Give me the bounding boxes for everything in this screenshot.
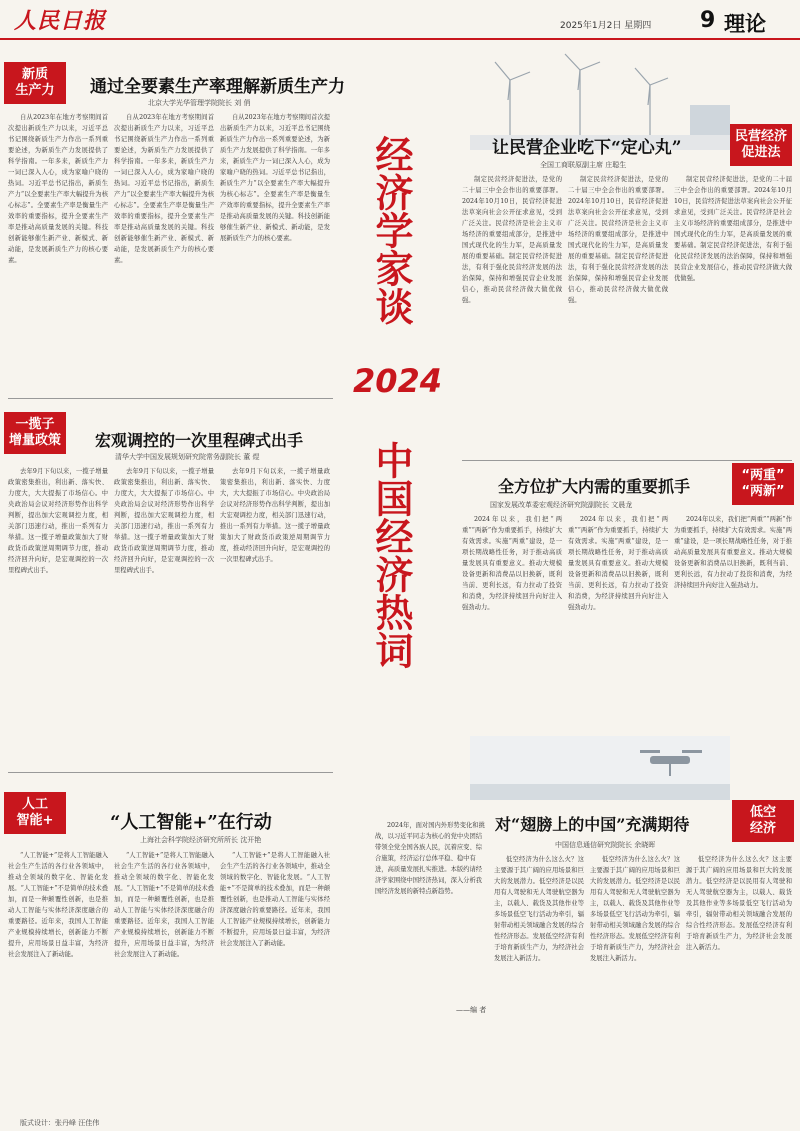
page-name: 理论: [724, 11, 766, 36]
article-a1-text-1: 自从2023年在地方考察期间首次提出新质生产力以来，习近平总书记围绕新质生产力作出一系列重要论述，为新质生产力发展提供了科学指南。一年多来，新质生产力一词已深入人心，成为家喻户晓的热词。习近平总书记指出，新质生产力“以全要素生产率大幅提升为核心标志”。全要素生产率是衡量生产效率的重要指标，提升全要素生产率是推动高质量发展的关键。科技创新能够催生新产业、新模式、新动能，是发展新质生产力的核心要素。: [8, 114, 108, 264]
section-tag-policy-package: [4, 412, 66, 454]
article-a1-text-3: 自从2023年在地方考察期间首次提出新质生产力以来，习近平总书记围绕新质生产力作出一系列重要论述，为新质生产力发展提供了科学指南。一年多来，新质生产力一词已深入人心，成为家喻户晓的热词。习近平总书记指出，新质生产力“以全要素生产率大幅提升为核心标志”。全要素生产率是衡量生产效率的重要指标，提升全要素生产率是推动高质量发展的关键。科技创新能够催生新产业、新模式、新动能，是发展新质生产力的核心要素。: [220, 114, 330, 242]
tag-line-1: 低空: [749, 805, 776, 820]
article-a6-text-1: 低空经济为什么这么火？这主要源于其广阔的应用场景和巨大的发展潜力。低空经济是以民用有人驾驶和无人驾驶航空器为主，以载人、载货及其他作业等多场景低空飞行活动为牵引，辐射带动相关领域融合发展的综合性经济形态。发展低空经济有利于培育新质生产力，为经济社会发展注入新活力。: [494, 856, 584, 962]
byline-a3: 清华大学中国发展规划研究院常务副院长 董 煜: [115, 453, 260, 461]
tag-line-1: “两重”: [741, 468, 785, 483]
article-a4-text-2: 2024年以来，我们把“两重”“两新”作为重要抓手，持续扩大有效需求。实施“两重”建设，是一项长期战略性任务，对于推动高质量发展具有重要意义。推动大规模设备更新和消费品以旧换新，既利当前、更利长远，有力拉动了投资和消费，为经济持续回升向好注入强劲动力。: [568, 516, 668, 611]
byline-a6: 中国信息通信研究院院长 余晓晖: [555, 841, 656, 849]
section-tag-two-key: [732, 463, 794, 505]
tag-line-2: 生产力: [15, 83, 55, 98]
article-a3-text-3: 去年9月下旬以来，一揽子增量政策密集推出，利出新、落实快、力度大，大大提振了市场信心。中央政治局会议对经济形势作出科学判断，提出加大宏观调控力度，相关部门迅速行动，推出一系列有力举措。这一揽子增量政策加大了财政货币政策逆周期调节力度，推动经济回升向好，是宏观调控的一次里程碑式出手。: [220, 468, 330, 563]
byline-a2: 全国工商联原副主席 庄聪生: [540, 161, 627, 169]
article-a1-col2: [114, 112, 214, 392]
tag-line-2: 促进法: [741, 145, 781, 160]
article-a2-text-2: 制定民营经济促进法，是党的二十届三中全会作出的重要部署。2024年10月10日，民营经济促进法草案向社会公开征求意见，受到广泛关注。民营经济是社会主义市场经济的重要组成部分，是推进中国式现代化的生力军，是高质量发展的重要基础。制定民营经济促进法，有利于强化民营经济发展的法治保障，保持和增强民营企业发展信心，推动民营经济做大做优做强。: [568, 176, 668, 304]
tag-line-1: 民营经济: [734, 129, 787, 144]
article-a6-col1: [494, 854, 584, 1114]
article-a2-text-1: 制定民营经济促进法，是党的二十届三中全会作出的重要部署。2024年10月10日，民营经济促进法草案向社会公开征求意见，受到广泛关注。民营经济是社会主义市场经济的重要组成部分，是推进中国式现代化的生力军，是高质量发展的重要基础。制定民营经济促进法，有利于强化民营经济发展的法治保障，保持和增强民营企业发展信心，推动民营经济做大做优做强。: [462, 176, 562, 304]
layout-credit: 版式设计：张丹峰 汪佳伟: [20, 1119, 100, 1127]
editor-note-signature: ——编 者: [456, 1006, 487, 1014]
article-a1-col1: [8, 112, 108, 392]
article-a5-col3: [220, 850, 330, 1112]
article-a3-text-2: 去年9月下旬以来，一揽子增量政策密集推出，利出新、落实快、力度大，大大提振了市场信心。中央政治局会议对经济形势作出科学判断，提出加大宏观调控力度，相关部门迅速行动，推出一系列有力举措。这一揽子增量政策加大了财政货币政策逆周期调节力度，推动经济回升向好，是宏观调控的一次里程碑式出手。: [114, 468, 214, 574]
tag-line-1: 一揽子: [15, 417, 55, 432]
article-a6-text-2: 低空经济为什么这么火？这主要源于其广阔的应用场景和巨大的发展潜力。低空经济是以民用有人驾驶和无人驾驶航空器为主，以载人、载货及其他作业等多场景低空飞行活动为牵引，辐射带动相关领域融合发展的综合性经济形态。发展低空经济有利于培育新质生产力，为经济社会发展注入新活力。: [590, 856, 680, 962]
tag-line-2: “两新”: [741, 484, 785, 499]
dateline: 2025年1月2日 星期四: [560, 21, 652, 31]
feature-title-text-2: 中国经济热词: [369, 441, 414, 669]
tag-line-1: 新质: [21, 67, 48, 82]
drone-icon: [470, 736, 730, 800]
section-tag-new-productivity: [4, 62, 66, 104]
feature-title-col2: [368, 410, 428, 700]
feature-title-col1: [368, 110, 428, 350]
headline-a2: 让民营企业吃下“定心丸”: [492, 138, 682, 158]
article-a2-text-3: 制定民营经济促进法，是党的二十届三中全会作出的重要部署。2024年10月10日，民营经济促进法草案向社会公开征求意见，受到广泛关注。民营经济是社会主义市场经济的重要组成部分，是推进中国式现代化的生力军，是高质量发展的重要基础。制定民营经济促进法，有利于强化民营经济发展的法治保障，保持和增强民营企业发展信心，推动民营经济做大做优做强。: [674, 176, 792, 282]
tag-line-2: 增量政策: [8, 433, 61, 448]
article-a2-col3: [674, 174, 792, 454]
article-a3-col1: [8, 466, 108, 766]
article-a6-col2: [590, 854, 680, 1114]
article-a1-col3: [220, 112, 330, 392]
section-tag-ai-plus: [4, 792, 66, 834]
article-a5-text-3: “人工智能+”是将人工智能融入社会生产生活的各行业各领域中，推动全领域的数字化、智能化发展。“人工智能+”不是简单的技术叠加，而是一种颠覆性创新，也是推动人工智能与实体经济深度融合的重要路径。近年来，我国人工智能产业规模持续增长，创新能力不断提升，应用场景日益丰富，为经济社会发展注入了新动能。: [220, 852, 330, 947]
article-a6-col3: [686, 854, 792, 1114]
article-a3-col2: [114, 466, 214, 766]
section-tag-low-altitude: [732, 800, 794, 842]
drone-illustration: [470, 736, 730, 800]
headline-a6: 对“翅膀上的中国”充满期待: [495, 815, 690, 834]
headline-a5: “人工智能+”在行动: [110, 812, 272, 833]
tag-line-1: 人工: [21, 797, 48, 812]
tag-line-2: 经济: [749, 821, 776, 836]
byline-a5: 上海社会科学院经济研究所所长 沈开艳: [140, 836, 262, 844]
article-a4-text-3: 2024年以来，我们把“两重”“两新”作为重要抓手，持续扩大有效需求。实施“两重”建设，是一项长期战略性任务，对于推动高质量发展具有重要意义。推动大规模设备更新和消费品以旧换新，既利当前、更利长远，有力拉动了投资和消费，为经济持续回升向好注入强劲动力。: [674, 516, 792, 589]
article-a3-col3: [220, 466, 330, 766]
page-number: 9: [700, 8, 716, 33]
article-a5-text-2: “人工智能+”是将人工智能融入社会生产生活的各行业各领域中，推动全领域的数字化、智能化发展。“人工智能+”不是简单的技术叠加，而是一种颠覆性创新，也是推动人工智能与实体经济深度融合的重要路径。近年来，我国人工智能产业规模持续增长，创新能力不断提升，应用场景日益丰富，为经济社会发展注入了新动能。: [114, 852, 214, 958]
article-a1-text-2: 自从2023年在地方考察期间首次提出新质生产力以来，习近平总书记围绕新质生产力作出一系列重要论述，为新质生产力发展提供了科学指南。一年多来，新质生产力一词已深入人心，成为家喻户晓的热词。习近平总书记指出，新质生产力“以全要素生产率大幅提升为核心标志”。全要素生产率是衡量生产效率的重要指标，提升全要素生产率是推动高质量发展的关键。科技创新能够催生新产业、新模式、新动能，是发展新质生产力的核心要素。: [114, 114, 214, 264]
byline-a4: 国家发展改革委宏观经济研究院副院长 文晨龙: [490, 501, 633, 509]
newspaper-logo: 人民日报: [14, 8, 107, 34]
editor-note-text: 2024年，面对国内外形势变化和挑战，以习近平同志为核心的党中央团结带领全党全国各族人民，沉着应变、综合施策，经济运行总体平稳、稳中有进，高质量发展扎实推进。本版约请经济学家围绕中国经济热词，深入分析我国经济发展的新特点新趋势。: [375, 822, 485, 895]
divider-2: [8, 772, 333, 773]
article-a4-text-1: 2024年以来，我们把“两重”“两新”作为重要抓手，持续扩大有效需求。实施“两重”建设，是一项长期战略性任务，对于推动高质量发展具有重要意义。推动大规模设备更新和消费品以旧换新，既利当前、更利长远，有力拉动了投资和消费，为经济持续回升向好注入强劲动力。: [462, 516, 562, 611]
article-a2-col1: [462, 174, 562, 454]
article-a5-text-1: “人工智能+”是将人工智能融入社会生产生活的各行业各领域中，推动全领域的数字化、智能化发展。“人工智能+”不是简单的技术叠加，而是一种颠覆性创新，也是推动人工智能与实体经济深度融合的重要路径。近年来，我国人工智能产业规模持续增长，创新能力不断提升，应用场景日益丰富，为经济社会发展注入了新动能。: [8, 852, 108, 958]
editor-note: [375, 820, 485, 1000]
feature-year: 2024: [353, 362, 443, 400]
article-a3-text-1: 去年9月下旬以来，一揽子增量政策密集推出，利出新、落实快、力度大，大大提振了市场信心。中央政治局会议对经济形势作出科学判断，提出加大宏观调控力度，相关部门迅速行动，推出一系列有力举措。这一揽子增量政策加大了财政货币政策逆周期调节力度，推动经济回升向好，是宏观调控的一次里程碑式出手。: [8, 468, 108, 574]
byline-a1: 北京大学光华管理学院院长 刘 俏: [148, 99, 251, 107]
divider-3: [462, 460, 792, 461]
headline-a4: 全方位扩大内需的重要抓手: [498, 477, 691, 496]
headline-a1: 通过全要素生产率理解新质生产力: [90, 77, 345, 97]
article-a6-text-3: 低空经济为什么这么火？这主要源于其广阔的应用场景和巨大的发展潜力。低空经济是以民用有人驾驶和无人驾驶航空器为主，以载人、载货及其他作业等多场景低空飞行活动为牵引，辐射带动相关领域融合发展的综合性经济形态。发展低空经济有利于培育新质生产力，为经济社会发展注入新活力。: [686, 856, 792, 951]
article-a5-col2: [114, 850, 214, 1112]
masthead: [0, 0, 800, 40]
article-a5-col1: [8, 850, 108, 1112]
feature-title-text-1: 经济学家谈: [369, 135, 414, 325]
article-a2-col2: [568, 174, 668, 454]
tag-line-2: 智能+: [16, 813, 54, 828]
divider-1: [8, 398, 333, 399]
headline-a3: 宏观调控的一次里程碑式出手: [95, 431, 304, 450]
section-tag-private-economy: [730, 124, 792, 166]
